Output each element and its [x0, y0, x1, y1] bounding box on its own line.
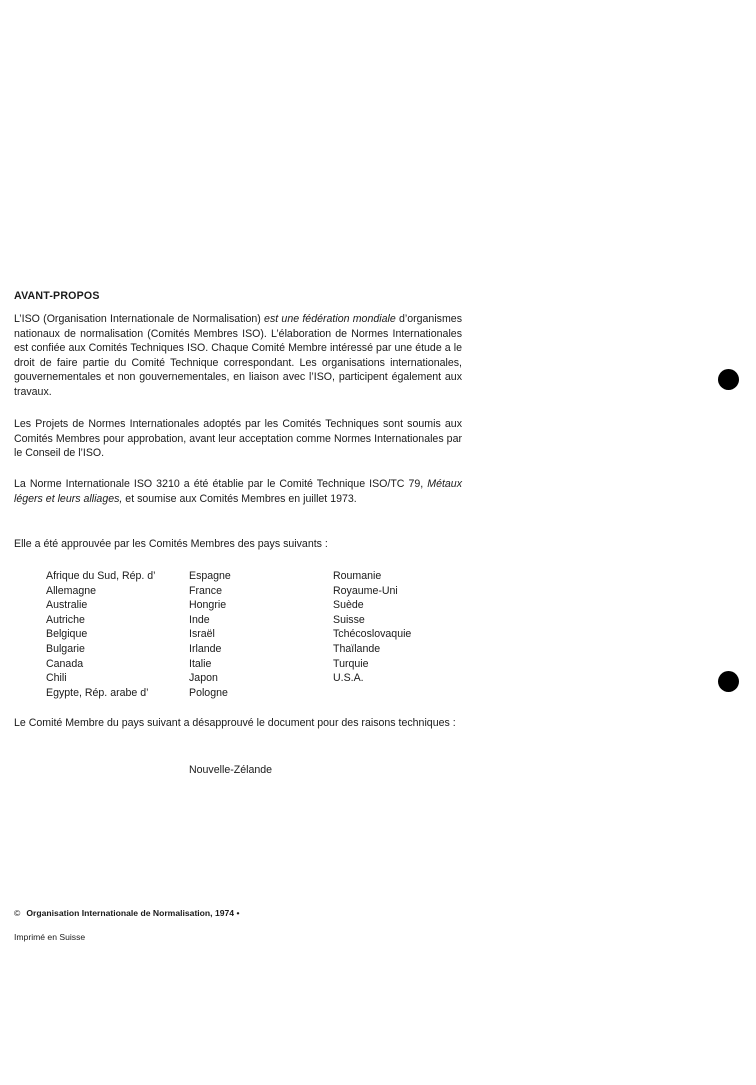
country-item: Hongrie	[189, 599, 227, 612]
country-item: Irlande	[189, 642, 222, 655]
country-item: Pologne	[189, 686, 228, 699]
country-item: Allemagne	[46, 584, 97, 597]
copyright-line	[14, 908, 239, 918]
committee-title: Métaux légers et leurs alliages,	[14, 478, 462, 505]
country-item: Belgique	[46, 628, 88, 641]
dissenting-country: Nouvelle-Zélande	[189, 764, 273, 776]
paragraph-approval-process: Les Projets de Normes Internationales adoptés par les Comités Techniques sont soumis aux Comités Membres pour approbation, avant leur acceptation comme Normes Internationales par le Conseil de l’ISO.	[14, 418, 462, 460]
country-item: Thaïlande	[333, 642, 381, 655]
intro-text-start: L’ISO (Organisation Internationale de Normalisation)	[14, 313, 265, 325]
country-item: Roumanie	[333, 570, 382, 582]
country-item: Italie	[189, 657, 212, 670]
punch-hole-top	[718, 369, 739, 390]
printed-in: Imprimé en Suisse	[14, 932, 86, 942]
country-column-1	[46, 569, 156, 700]
country-item: France	[189, 584, 222, 597]
origin-text-start: La Norme Internationale ISO 3210 a été établie par le Comité Technique ISO/TC 79,	[14, 478, 428, 490]
paragraph-disapproval: Le Comité Membre du pays suivant a désapprouvé le document pour des raisons techniques :	[14, 717, 456, 729]
country-item: Turquie	[333, 657, 369, 670]
country-item: Australie	[46, 599, 88, 612]
country-column-2	[189, 569, 231, 700]
country-item: Espagne	[189, 570, 231, 582]
section-heading: AVANT-PROPOS	[14, 290, 100, 302]
intro-text-end: d’organismes nationaux de normalisation (Comités Membres ISO). L’élaboration de Normes Internationales est confiée aux Comités Techniques ISO. Chaque Comité Membre intéressé par une étude a le droit de faire partie du Comité Technique correspondant. Les organisations internationales, gouvernementales et non gouvernementales, en liaison avec l’ISO, participent également aux travaux.	[14, 313, 462, 398]
origin-text-end: et soumise aux Comités Membres en juillet 1973.	[122, 492, 357, 505]
country-item: Afrique du Sud, Rép. d’	[46, 570, 156, 582]
country-item: Royaume-Uni	[333, 584, 398, 597]
country-column-3	[333, 569, 411, 686]
country-item: Israël	[189, 628, 215, 641]
country-item: Suède	[333, 599, 364, 612]
country-item: Japon	[189, 672, 218, 685]
country-item: Autriche	[46, 613, 85, 626]
country-item: Suisse	[333, 613, 365, 626]
paragraph-approving-countries: Elle a été approuvée par les Comités Membres des pays suivants :	[14, 538, 328, 550]
country-item: Bulgarie	[46, 642, 85, 655]
paragraph-standard-origin	[14, 477, 462, 506]
intro-text-italic: est une fédération mondiale	[264, 313, 396, 325]
copyright-symbol: ©	[14, 908, 21, 918]
country-item: Canada	[46, 657, 84, 670]
country-item: U.S.A.	[333, 672, 364, 685]
paragraph-iso-intro	[14, 312, 462, 400]
country-item: Tchécoslovaquie	[333, 628, 412, 641]
copyright-text: Organisation Internationale de Normalisation, 1974 •	[26, 908, 240, 918]
country-item: Inde	[189, 613, 210, 626]
country-item: Chili	[46, 672, 67, 685]
country-item: Egypte, Rép. arabe d’	[46, 686, 149, 699]
punch-hole-bottom	[718, 671, 739, 692]
